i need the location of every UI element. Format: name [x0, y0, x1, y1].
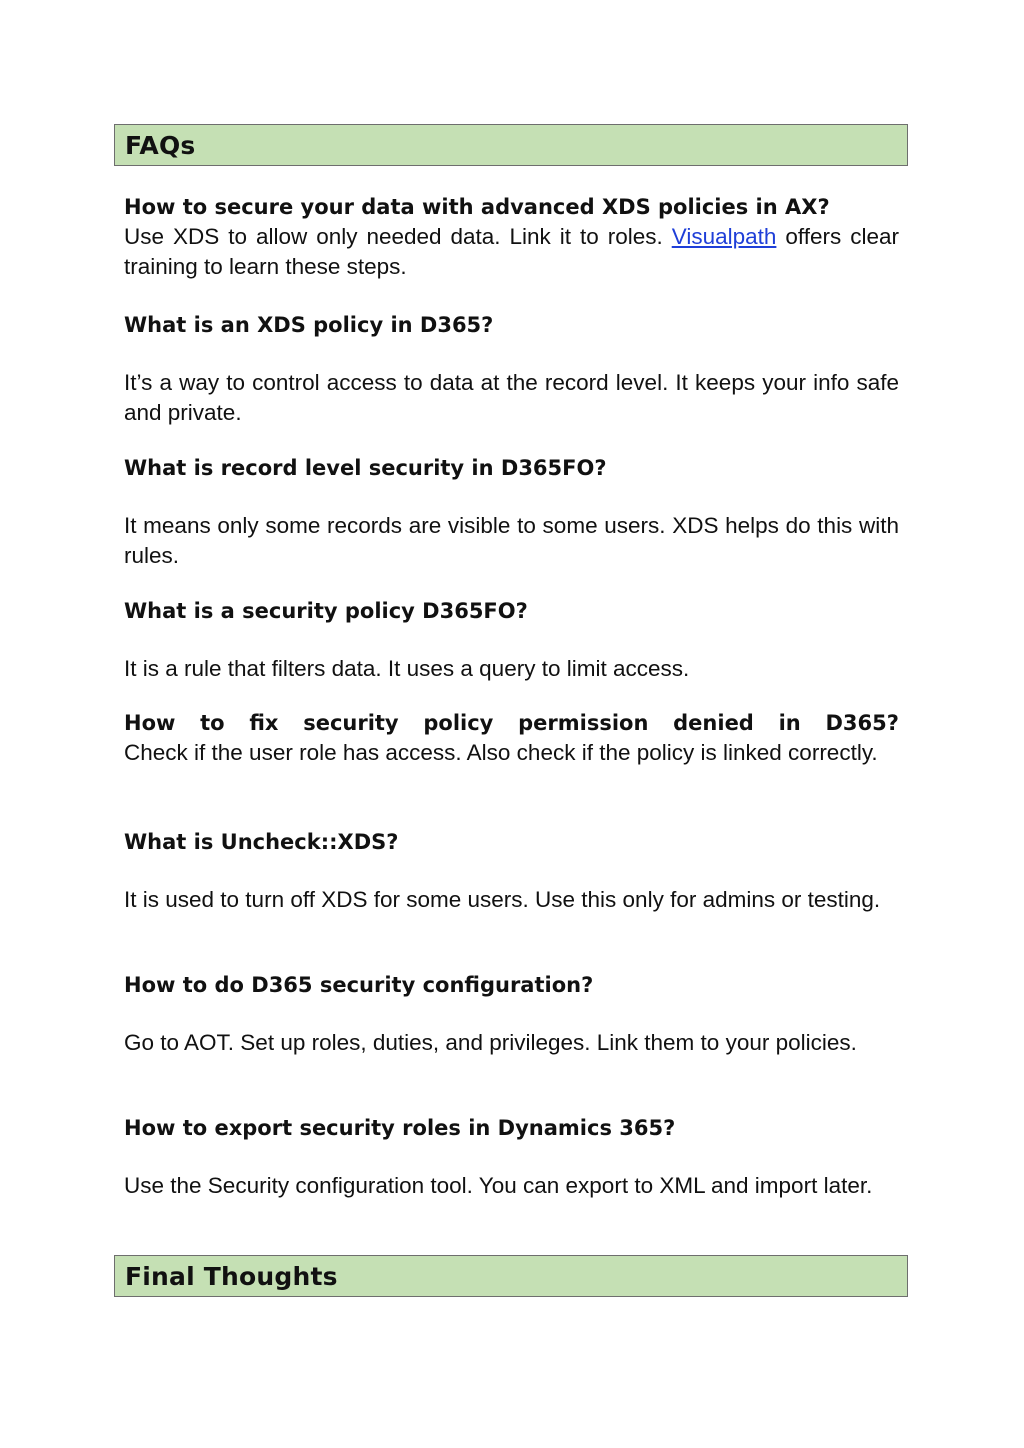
faq-item-6 [124, 827, 899, 915]
faq-answer: Check if the user role has access. Also check if the policy is linked correctly. [124, 740, 878, 765]
faq-answer-text: Use XDS to allow only needed data. Link it to roles. [124, 224, 663, 249]
question-word: in [778, 711, 801, 735]
faq-answer-text: offers clear training to learn these steps. [124, 224, 899, 279]
visualpath-link[interactable]: Visualpath [671, 224, 777, 249]
faq-question: How to export security roles in Dynamics 365? [124, 1116, 676, 1140]
faq-question: How to do D365 security configuration? [124, 973, 594, 997]
faq-item-2 [124, 310, 899, 428]
question-word: How [124, 711, 176, 735]
faq-item-7 [124, 970, 899, 1058]
question-word: permission [518, 711, 649, 735]
final-thoughts-heading: Final Thoughts [125, 1261, 338, 1291]
faq-answer: It’s a way to control access to data at the record level. It keeps your info safe and private. [124, 370, 899, 425]
question-word: to [200, 711, 225, 735]
faq-answer: Use the Security configuration tool. You can export to XML and import later. [124, 1173, 873, 1198]
faq-question: How to secure your data with advanced XDS policies in AX? [124, 195, 830, 219]
final-thoughts-section-header [114, 1255, 908, 1297]
faq-question: What is a security policy D365FO? [124, 599, 528, 623]
faq-question: What is an XDS policy in D365? [124, 313, 494, 337]
faq-answer: It is used to turn off XDS for some users. Use this only for admins or testing. [124, 887, 881, 912]
question-word: policy [423, 711, 494, 735]
faq-answer: It means only some records are visible to some users. XDS helps do this with rules. [124, 513, 899, 568]
question-word: D365? [825, 711, 899, 735]
faq-item-5 [124, 708, 899, 768]
faq-question: What is record level security in D365FO? [124, 456, 607, 480]
faq-question [124, 708, 899, 738]
question-word: fix [249, 711, 279, 735]
question-word: denied [673, 711, 754, 735]
faq-item-3 [124, 453, 899, 571]
faqs-heading: FAQs [125, 130, 196, 160]
question-word: security [303, 711, 399, 735]
faq-answer [124, 222, 899, 282]
faq-item-4 [124, 596, 899, 684]
faqs-section-header [114, 124, 908, 166]
faq-answer: Go to AOT. Set up roles, duties, and privileges. Link them to your policies. [124, 1030, 857, 1055]
faq-answer: It is a rule that filters data. It uses a query to limit access. [124, 656, 690, 681]
faq-item-8 [124, 1113, 899, 1201]
faq-item-1 [124, 192, 899, 282]
faq-question: What is Uncheck::XDS? [124, 830, 399, 854]
